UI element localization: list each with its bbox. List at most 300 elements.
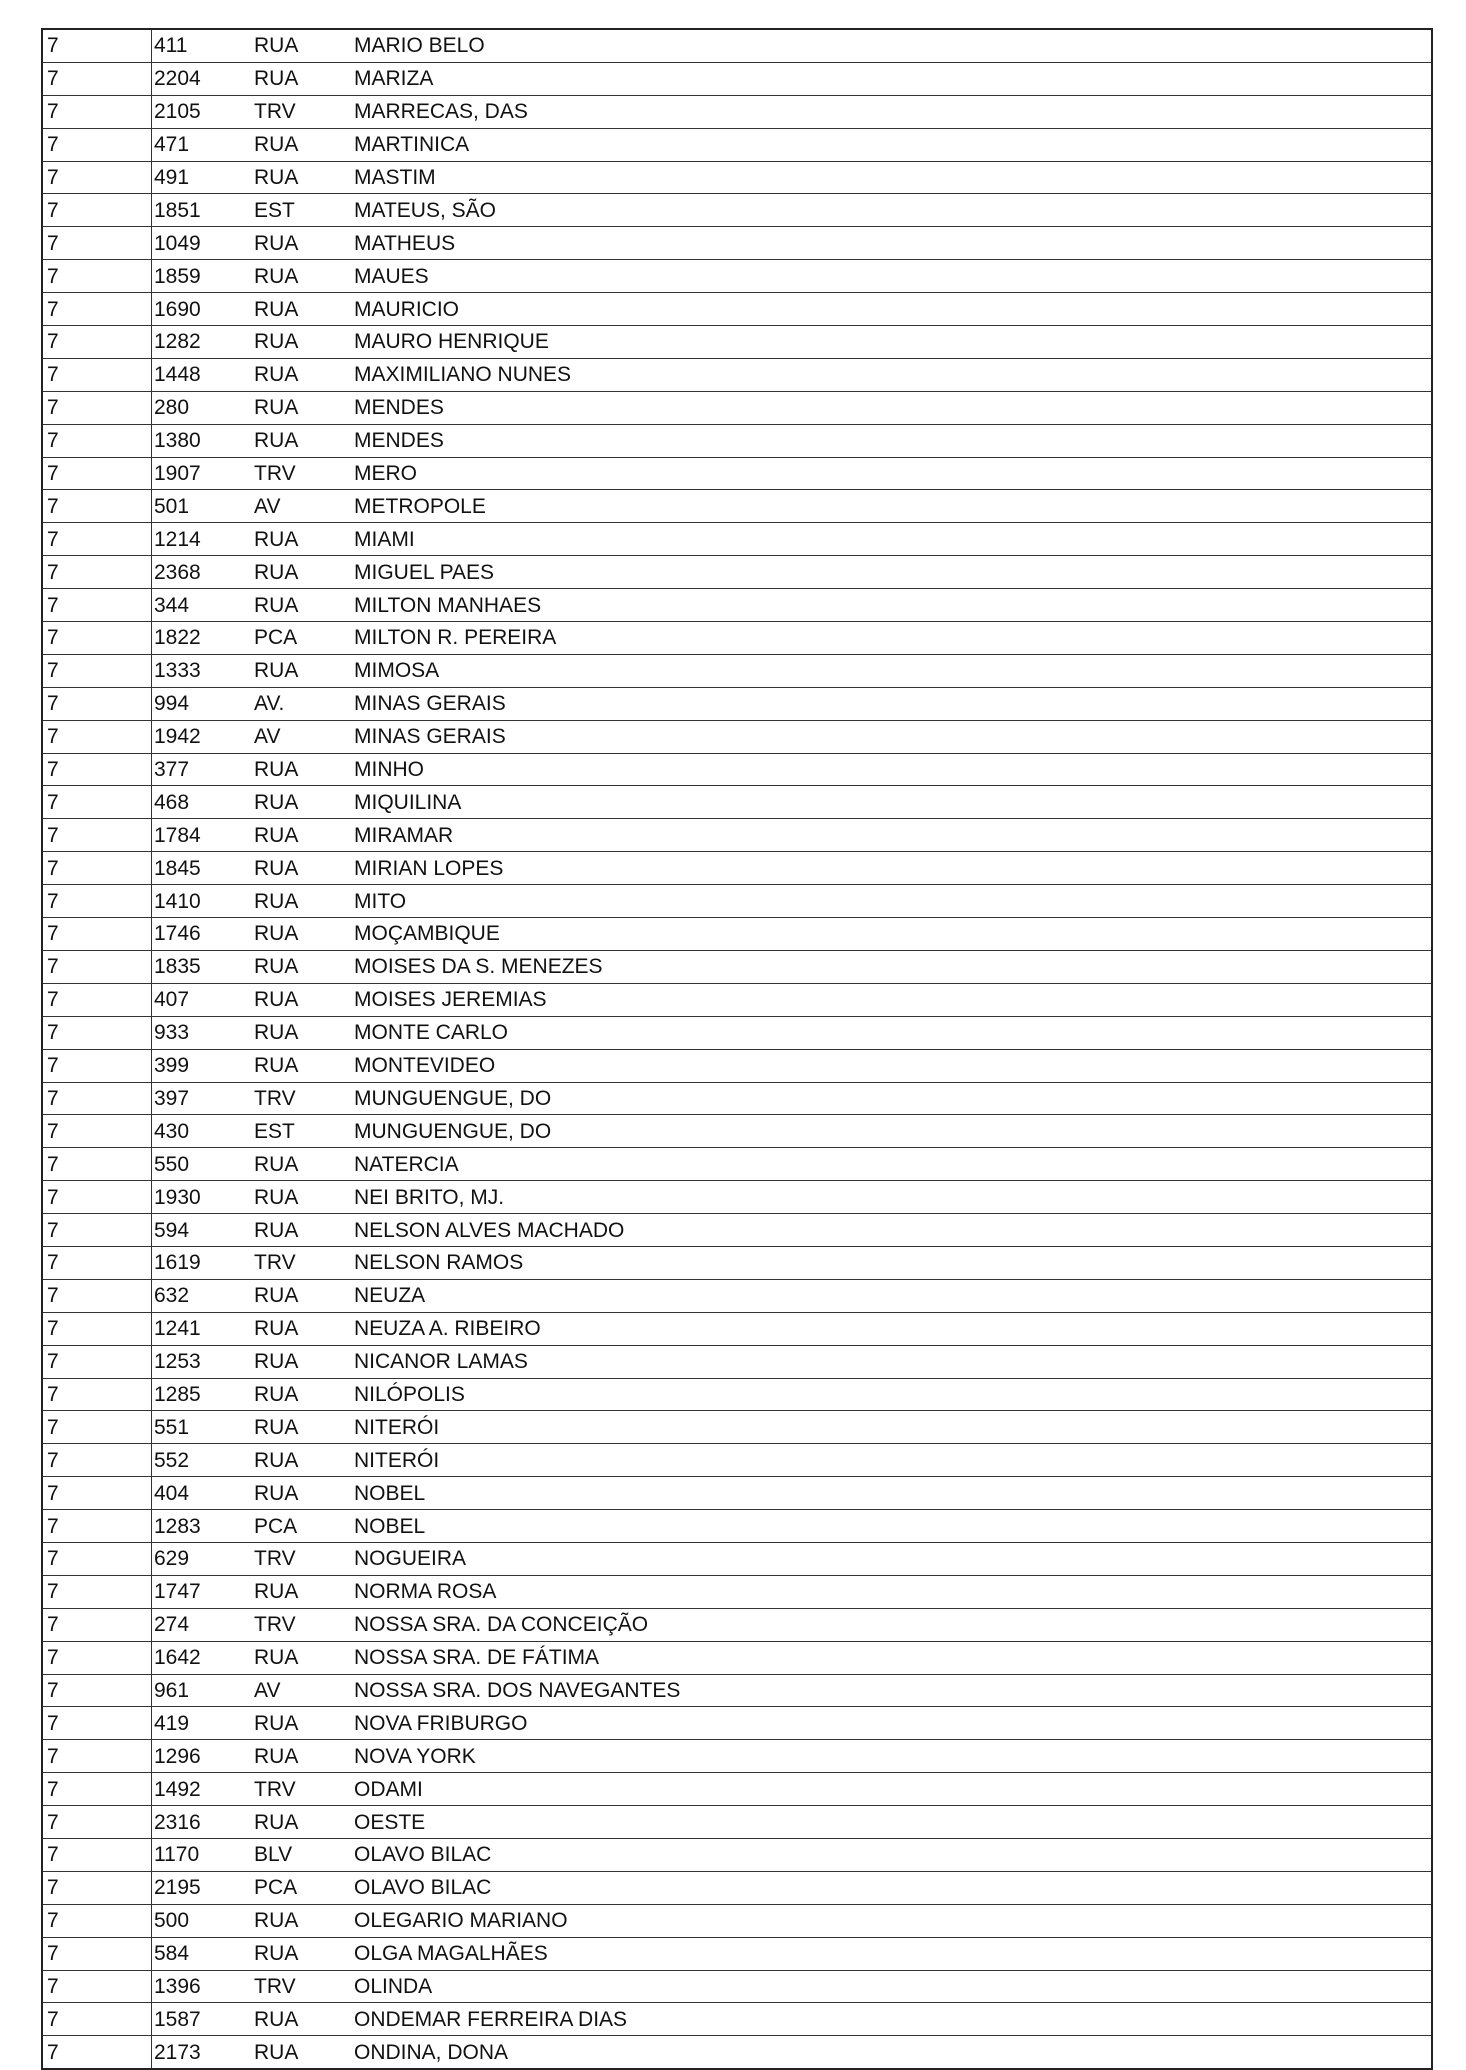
street-type-cell: RUA bbox=[254, 1937, 354, 1970]
zone-cell: 7 bbox=[42, 720, 152, 753]
street-name-cell: MATHEUS bbox=[354, 227, 1432, 260]
table-row bbox=[42, 457, 1432, 490]
street-name-cell: MOISES DA S. MENEZES bbox=[354, 950, 1432, 983]
zone-cell: 7 bbox=[42, 1444, 152, 1477]
zone-cell: 7 bbox=[42, 786, 152, 819]
street-name-cell: MONTEVIDEO bbox=[354, 1049, 1432, 1082]
code-cell: 1907 bbox=[152, 457, 255, 490]
code-cell: 629 bbox=[152, 1542, 255, 1575]
zone-cell: 7 bbox=[42, 326, 152, 359]
street-name-cell: MATEUS, SÃO bbox=[354, 194, 1432, 227]
street-type-cell: RUA bbox=[254, 1214, 354, 1247]
table-row bbox=[42, 622, 1432, 655]
street-name-cell: NOVA FRIBURGO bbox=[354, 1707, 1432, 1740]
zone-cell: 7 bbox=[42, 391, 152, 424]
code-cell: 1619 bbox=[152, 1246, 255, 1279]
street-type-cell: AV bbox=[254, 720, 354, 753]
code-cell: 1049 bbox=[152, 227, 255, 260]
street-name-cell: NATERCIA bbox=[354, 1148, 1432, 1181]
street-name-cell: MAUES bbox=[354, 260, 1432, 293]
street-name-cell: NOSSA SRA. DOS NAVEGANTES bbox=[354, 1674, 1432, 1707]
code-cell: 274 bbox=[152, 1608, 255, 1641]
table-row bbox=[42, 227, 1432, 260]
table-row bbox=[42, 1542, 1432, 1575]
street-name-cell: NOGUEIRA bbox=[354, 1542, 1432, 1575]
code-cell: 500 bbox=[152, 1904, 255, 1937]
table-row bbox=[42, 161, 1432, 194]
zone-cell: 7 bbox=[42, 687, 152, 720]
code-cell: 411 bbox=[152, 29, 255, 62]
street-name-cell: NILÓPOLIS bbox=[354, 1378, 1432, 1411]
zone-cell: 7 bbox=[42, 29, 152, 62]
street-name-cell: MIQUILINA bbox=[354, 786, 1432, 819]
street-type-cell: RUA bbox=[254, 29, 354, 62]
code-cell: 471 bbox=[152, 128, 255, 161]
zone-cell: 7 bbox=[42, 2003, 152, 2036]
code-cell: 2368 bbox=[152, 556, 255, 589]
street-type-cell: RUA bbox=[254, 753, 354, 786]
table-row bbox=[42, 1904, 1432, 1937]
zone-cell: 7 bbox=[42, 227, 152, 260]
street-type-cell: TRV bbox=[254, 1970, 354, 2003]
street-type-cell: RUA bbox=[254, 556, 354, 589]
street-name-cell: OLINDA bbox=[354, 1970, 1432, 2003]
zone-cell: 7 bbox=[42, 1345, 152, 1378]
table-row bbox=[42, 1411, 1432, 1444]
code-cell: 1296 bbox=[152, 1740, 255, 1773]
street-type-cell: RUA bbox=[254, 2036, 354, 2069]
table-row bbox=[42, 358, 1432, 391]
code-cell: 994 bbox=[152, 687, 255, 720]
zone-cell: 7 bbox=[42, 753, 152, 786]
street-type-cell: RUA bbox=[254, 1181, 354, 1214]
street-type-cell: RUA bbox=[254, 1444, 354, 1477]
code-cell: 397 bbox=[152, 1082, 255, 1115]
street-name-cell: NELSON RAMOS bbox=[354, 1246, 1432, 1279]
zone-cell: 7 bbox=[42, 2036, 152, 2069]
street-type-cell: RUA bbox=[254, 589, 354, 622]
table-row bbox=[42, 1871, 1432, 1904]
street-name-cell: MOÇAMBIQUE bbox=[354, 918, 1432, 951]
street-name-cell: MIMOSA bbox=[354, 654, 1432, 687]
zone-cell: 7 bbox=[42, 1049, 152, 1082]
table-row bbox=[42, 260, 1432, 293]
zone-cell: 7 bbox=[42, 918, 152, 951]
street-type-cell: AV. bbox=[254, 687, 354, 720]
table-row bbox=[42, 1838, 1432, 1871]
street-name-cell: OLGA MAGALHÃES bbox=[354, 1937, 1432, 1970]
street-name-cell: MOISES JEREMIAS bbox=[354, 983, 1432, 1016]
zone-cell: 7 bbox=[42, 1246, 152, 1279]
street-name-cell: MERO bbox=[354, 457, 1432, 490]
street-type-cell: TRV bbox=[254, 1246, 354, 1279]
code-cell: 1746 bbox=[152, 918, 255, 951]
street-name-cell: OLAVO BILAC bbox=[354, 1871, 1432, 1904]
code-cell: 377 bbox=[152, 753, 255, 786]
street-name-cell: NOBEL bbox=[354, 1510, 1432, 1543]
street-name-cell: NOVA YORK bbox=[354, 1740, 1432, 1773]
table-row bbox=[42, 490, 1432, 523]
table-row bbox=[42, 556, 1432, 589]
street-name-cell: MIAMI bbox=[354, 523, 1432, 556]
code-cell: 584 bbox=[152, 1937, 255, 1970]
street-name-cell: ONDINA, DONA bbox=[354, 2036, 1432, 2069]
zone-cell: 7 bbox=[42, 1312, 152, 1345]
street-name-cell: NEUZA bbox=[354, 1279, 1432, 1312]
zone-cell: 7 bbox=[42, 1707, 152, 1740]
table-row bbox=[42, 62, 1432, 95]
street-type-cell: AV bbox=[254, 1674, 354, 1707]
code-cell: 1410 bbox=[152, 885, 255, 918]
zone-cell: 7 bbox=[42, 1148, 152, 1181]
table-row bbox=[42, 1970, 1432, 2003]
code-cell: 1492 bbox=[152, 1773, 255, 1806]
street-type-cell: RUA bbox=[254, 424, 354, 457]
zone-cell: 7 bbox=[42, 852, 152, 885]
street-name-cell: MINHO bbox=[354, 753, 1432, 786]
street-list-body bbox=[42, 29, 1432, 2069]
zone-cell: 7 bbox=[42, 194, 152, 227]
zone-cell: 7 bbox=[42, 1214, 152, 1247]
street-type-cell: EST bbox=[254, 1115, 354, 1148]
table-row bbox=[42, 1115, 1432, 1148]
table-row bbox=[42, 293, 1432, 326]
street-name-cell: NICANOR LAMAS bbox=[354, 1345, 1432, 1378]
table-row bbox=[42, 391, 1432, 424]
street-name-cell: MUNGUENGUE, DO bbox=[354, 1115, 1432, 1148]
table-row bbox=[42, 950, 1432, 983]
street-type-cell: TRV bbox=[254, 1773, 354, 1806]
street-type-cell: RUA bbox=[254, 326, 354, 359]
street-name-cell: NOSSA SRA. DE FÁTIMA bbox=[354, 1641, 1432, 1674]
code-cell: 1822 bbox=[152, 622, 255, 655]
zone-cell: 7 bbox=[42, 1740, 152, 1773]
street-type-cell: RUA bbox=[254, 950, 354, 983]
code-cell: 1282 bbox=[152, 326, 255, 359]
code-cell: 632 bbox=[152, 1279, 255, 1312]
street-type-cell: RUA bbox=[254, 161, 354, 194]
street-type-cell: PCA bbox=[254, 1871, 354, 1904]
code-cell: 2195 bbox=[152, 1871, 255, 1904]
table-row bbox=[42, 1806, 1432, 1839]
code-cell: 344 bbox=[152, 589, 255, 622]
street-type-cell: RUA bbox=[254, 62, 354, 95]
zone-cell: 7 bbox=[42, 654, 152, 687]
code-cell: 1448 bbox=[152, 358, 255, 391]
table-row bbox=[42, 1378, 1432, 1411]
zone-cell: 7 bbox=[42, 1477, 152, 1510]
street-type-cell: RUA bbox=[254, 1049, 354, 1082]
street-name-cell: MARRECAS, DAS bbox=[354, 95, 1432, 128]
code-cell: 280 bbox=[152, 391, 255, 424]
street-type-cell: RUA bbox=[254, 1477, 354, 1510]
table-row bbox=[42, 918, 1432, 951]
code-cell: 1170 bbox=[152, 1838, 255, 1871]
code-cell: 404 bbox=[152, 1477, 255, 1510]
street-name-cell: MARIZA bbox=[354, 62, 1432, 95]
street-name-cell: OLAVO BILAC bbox=[354, 1838, 1432, 1871]
street-name-cell: MARTINICA bbox=[354, 128, 1432, 161]
zone-cell: 7 bbox=[42, 1575, 152, 1608]
street-type-cell: RUA bbox=[254, 983, 354, 1016]
zone-cell: 7 bbox=[42, 1838, 152, 1871]
table-row bbox=[42, 1575, 1432, 1608]
street-type-cell: TRV bbox=[254, 95, 354, 128]
street-name-cell: MITO bbox=[354, 885, 1432, 918]
code-cell: 1285 bbox=[152, 1378, 255, 1411]
code-cell: 1845 bbox=[152, 852, 255, 885]
street-type-cell: RUA bbox=[254, 358, 354, 391]
table-row bbox=[42, 1016, 1432, 1049]
zone-cell: 7 bbox=[42, 1970, 152, 2003]
table-row bbox=[42, 654, 1432, 687]
zone-cell: 7 bbox=[42, 1937, 152, 1970]
zone-cell: 7 bbox=[42, 490, 152, 523]
zone-cell: 7 bbox=[42, 1806, 152, 1839]
street-name-cell: MARIO BELO bbox=[354, 29, 1432, 62]
code-cell: 1642 bbox=[152, 1641, 255, 1674]
code-cell: 468 bbox=[152, 786, 255, 819]
zone-cell: 7 bbox=[42, 1378, 152, 1411]
street-type-cell: TRV bbox=[254, 1542, 354, 1575]
table-row bbox=[42, 589, 1432, 622]
street-name-cell: OESTE bbox=[354, 1806, 1432, 1839]
table-row bbox=[42, 326, 1432, 359]
street-type-cell: RUA bbox=[254, 852, 354, 885]
table-row bbox=[42, 1148, 1432, 1181]
zone-cell: 7 bbox=[42, 1542, 152, 1575]
table-row bbox=[42, 1049, 1432, 1082]
code-cell: 2173 bbox=[152, 2036, 255, 2069]
street-type-cell: RUA bbox=[254, 1016, 354, 1049]
table-row bbox=[42, 819, 1432, 852]
street-type-cell: RUA bbox=[254, 128, 354, 161]
street-name-cell: NOSSA SRA. DA CONCEIÇÃO bbox=[354, 1608, 1432, 1641]
code-cell: 1930 bbox=[152, 1181, 255, 1214]
street-type-cell: RUA bbox=[254, 2003, 354, 2036]
code-cell: 501 bbox=[152, 490, 255, 523]
street-type-cell: RUA bbox=[254, 1279, 354, 1312]
zone-cell: 7 bbox=[42, 1871, 152, 1904]
table-row bbox=[42, 1510, 1432, 1543]
street-type-cell: RUA bbox=[254, 654, 354, 687]
street-name-cell: OLEGARIO MARIANO bbox=[354, 1904, 1432, 1937]
table-row bbox=[42, 2036, 1432, 2069]
street-name-cell: NOBEL bbox=[354, 1477, 1432, 1510]
street-type-cell: RUA bbox=[254, 1575, 354, 1608]
street-name-cell: NELSON ALVES MACHADO bbox=[354, 1214, 1432, 1247]
table-row bbox=[42, 753, 1432, 786]
table-row bbox=[42, 194, 1432, 227]
table-row bbox=[42, 29, 1432, 62]
street-type-cell: RUA bbox=[254, 1378, 354, 1411]
street-name-cell: METROPOLE bbox=[354, 490, 1432, 523]
street-type-cell: RUA bbox=[254, 1312, 354, 1345]
code-cell: 1333 bbox=[152, 654, 255, 687]
table-row bbox=[42, 1082, 1432, 1115]
zone-cell: 7 bbox=[42, 1279, 152, 1312]
street-type-cell: RUA bbox=[254, 523, 354, 556]
street-name-cell: ODAMI bbox=[354, 1773, 1432, 1806]
street-type-cell: RUA bbox=[254, 293, 354, 326]
street-name-cell: NEI BRITO, MJ. bbox=[354, 1181, 1432, 1214]
code-cell: 1942 bbox=[152, 720, 255, 753]
table-row bbox=[42, 128, 1432, 161]
code-cell: 1851 bbox=[152, 194, 255, 227]
code-cell: 550 bbox=[152, 1148, 255, 1181]
code-cell: 552 bbox=[152, 1444, 255, 1477]
table-row bbox=[42, 1608, 1432, 1641]
street-name-cell: MAURO HENRIQUE bbox=[354, 326, 1432, 359]
street-type-cell: RUA bbox=[254, 391, 354, 424]
street-type-cell: RUA bbox=[254, 786, 354, 819]
street-name-cell: MAXIMILIANO NUNES bbox=[354, 358, 1432, 391]
zone-cell: 7 bbox=[42, 1904, 152, 1937]
table-row bbox=[42, 2003, 1432, 2036]
zone-cell: 7 bbox=[42, 1115, 152, 1148]
street-name-cell: MAURICIO bbox=[354, 293, 1432, 326]
zone-cell: 7 bbox=[42, 819, 152, 852]
street-type-cell: RUA bbox=[254, 1740, 354, 1773]
table-row bbox=[42, 687, 1432, 720]
table-row bbox=[42, 1773, 1432, 1806]
street-name-cell: MILTON MANHAES bbox=[354, 589, 1432, 622]
code-cell: 2105 bbox=[152, 95, 255, 128]
street-name-cell: NEUZA A. RIBEIRO bbox=[354, 1312, 1432, 1345]
zone-cell: 7 bbox=[42, 1016, 152, 1049]
street-type-cell: RUA bbox=[254, 260, 354, 293]
street-type-cell: TRV bbox=[254, 1608, 354, 1641]
table-row bbox=[42, 523, 1432, 556]
street-name-cell: ONDEMAR FERREIRA DIAS bbox=[354, 2003, 1432, 2036]
street-name-cell: MILTON R. PEREIRA bbox=[354, 622, 1432, 655]
zone-cell: 7 bbox=[42, 589, 152, 622]
table-row bbox=[42, 1641, 1432, 1674]
zone-cell: 7 bbox=[42, 128, 152, 161]
street-name-cell: MUNGUENGUE, DO bbox=[354, 1082, 1432, 1115]
zone-cell: 7 bbox=[42, 983, 152, 1016]
street-type-cell: EST bbox=[254, 194, 354, 227]
code-cell: 2316 bbox=[152, 1806, 255, 1839]
street-name-cell: MASTIM bbox=[354, 161, 1432, 194]
zone-cell: 7 bbox=[42, 950, 152, 983]
code-cell: 2204 bbox=[152, 62, 255, 95]
table-row bbox=[42, 1477, 1432, 1510]
zone-cell: 7 bbox=[42, 260, 152, 293]
street-type-cell: RUA bbox=[254, 885, 354, 918]
zone-cell: 7 bbox=[42, 161, 152, 194]
table-row bbox=[42, 1444, 1432, 1477]
table-row bbox=[42, 786, 1432, 819]
code-cell: 961 bbox=[152, 1674, 255, 1707]
street-name-cell: MINAS GERAIS bbox=[354, 720, 1432, 753]
table-row bbox=[42, 1246, 1432, 1279]
code-cell: 407 bbox=[152, 983, 255, 1016]
table-row bbox=[42, 885, 1432, 918]
street-type-cell: PCA bbox=[254, 1510, 354, 1543]
street-list-table bbox=[41, 28, 1433, 2070]
code-cell: 1380 bbox=[152, 424, 255, 457]
code-cell: 399 bbox=[152, 1049, 255, 1082]
street-name-cell: NITERÓI bbox=[354, 1411, 1432, 1444]
street-type-cell: RUA bbox=[254, 1345, 354, 1378]
street-name-cell: MIGUEL PAES bbox=[354, 556, 1432, 589]
zone-cell: 7 bbox=[42, 1674, 152, 1707]
table-row bbox=[42, 424, 1432, 457]
table-row bbox=[42, 1214, 1432, 1247]
street-name-cell: MIRAMAR bbox=[354, 819, 1432, 852]
zone-cell: 7 bbox=[42, 523, 152, 556]
street-type-cell: RUA bbox=[254, 819, 354, 852]
zone-cell: 7 bbox=[42, 424, 152, 457]
table-row bbox=[42, 852, 1432, 885]
code-cell: 1253 bbox=[152, 1345, 255, 1378]
zone-cell: 7 bbox=[42, 358, 152, 391]
zone-cell: 7 bbox=[42, 622, 152, 655]
street-type-cell: RUA bbox=[254, 227, 354, 260]
street-name-cell: NORMA ROSA bbox=[354, 1575, 1432, 1608]
code-cell: 1214 bbox=[152, 523, 255, 556]
street-type-cell: BLV bbox=[254, 1838, 354, 1871]
zone-cell: 7 bbox=[42, 457, 152, 490]
zone-cell: 7 bbox=[42, 885, 152, 918]
street-type-cell: RUA bbox=[254, 1904, 354, 1937]
zone-cell: 7 bbox=[42, 556, 152, 589]
code-cell: 1283 bbox=[152, 1510, 255, 1543]
street-name-cell: MONTE CARLO bbox=[354, 1016, 1432, 1049]
table-row bbox=[42, 1279, 1432, 1312]
zone-cell: 7 bbox=[42, 293, 152, 326]
table-row bbox=[42, 1707, 1432, 1740]
table-row bbox=[42, 1740, 1432, 1773]
zone-cell: 7 bbox=[42, 1641, 152, 1674]
street-name-cell: MENDES bbox=[354, 424, 1432, 457]
zone-cell: 7 bbox=[42, 62, 152, 95]
table-row bbox=[42, 1345, 1432, 1378]
code-cell: 1241 bbox=[152, 1312, 255, 1345]
street-type-cell: TRV bbox=[254, 457, 354, 490]
street-type-cell: PCA bbox=[254, 622, 354, 655]
street-type-cell: RUA bbox=[254, 1707, 354, 1740]
code-cell: 551 bbox=[152, 1411, 255, 1444]
zone-cell: 7 bbox=[42, 1411, 152, 1444]
street-name-cell: MINAS GERAIS bbox=[354, 687, 1432, 720]
code-cell: 491 bbox=[152, 161, 255, 194]
code-cell: 594 bbox=[152, 1214, 255, 1247]
zone-cell: 7 bbox=[42, 1082, 152, 1115]
table-row bbox=[42, 1674, 1432, 1707]
code-cell: 419 bbox=[152, 1707, 255, 1740]
table-row bbox=[42, 1181, 1432, 1214]
table-row bbox=[42, 1937, 1432, 1970]
street-type-cell: RUA bbox=[254, 1806, 354, 1839]
code-cell: 933 bbox=[152, 1016, 255, 1049]
code-cell: 1587 bbox=[152, 2003, 255, 2036]
table-row bbox=[42, 1312, 1432, 1345]
table-row bbox=[42, 720, 1432, 753]
street-type-cell: RUA bbox=[254, 1641, 354, 1674]
street-name-cell: MENDES bbox=[354, 391, 1432, 424]
table-row bbox=[42, 95, 1432, 128]
zone-cell: 7 bbox=[42, 95, 152, 128]
zone-cell: 7 bbox=[42, 1608, 152, 1641]
code-cell: 1396 bbox=[152, 1970, 255, 2003]
street-type-cell: AV bbox=[254, 490, 354, 523]
code-cell: 1690 bbox=[152, 293, 255, 326]
street-type-cell: RUA bbox=[254, 1411, 354, 1444]
code-cell: 430 bbox=[152, 1115, 255, 1148]
code-cell: 1747 bbox=[152, 1575, 255, 1608]
